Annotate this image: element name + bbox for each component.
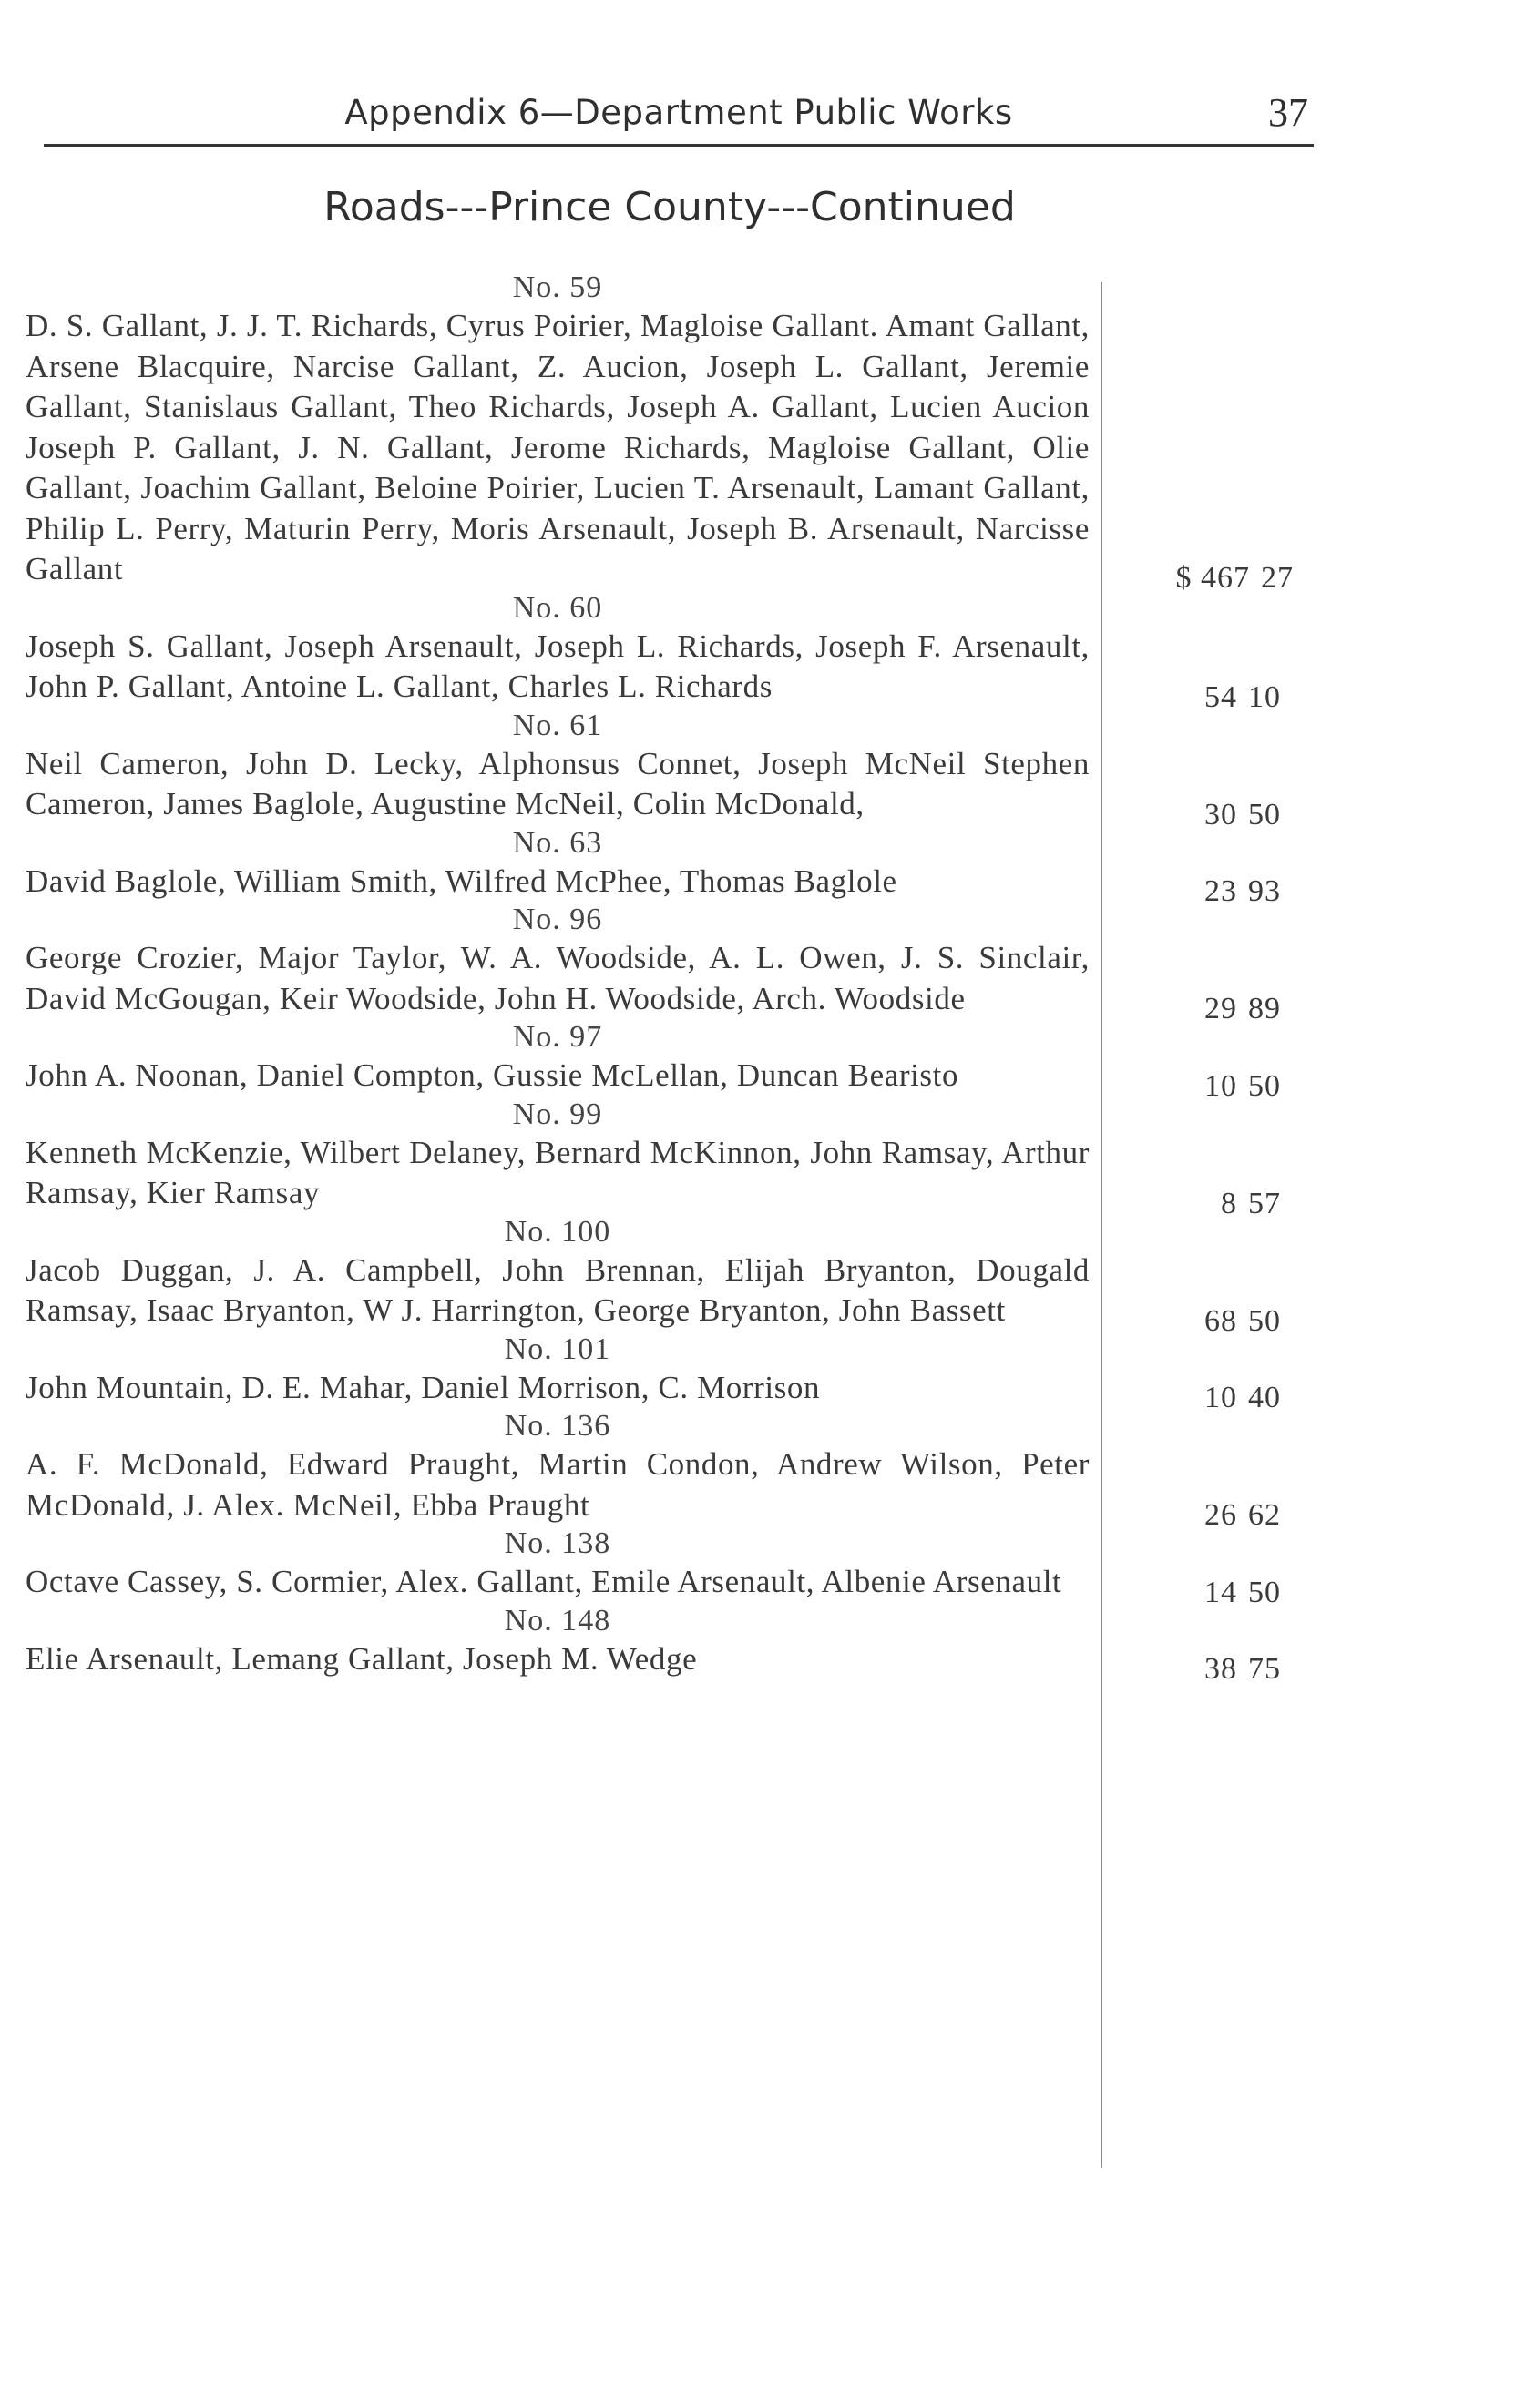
amount-dollars: 14	[1204, 1575, 1237, 1609]
worker-names: D. S. Gallant, J. J. T. Richards, Cyrus Poirier, Magloise Gallant. Amant Gallant, Arsene Blacquire, Narcise Gallant, Z. Aucion, Joseph L. Gallant, Jeremie Gallant, Stanislaus Gallant, Theo Richards, Joseph A. Gallant, Lucien Aucion Joseph P. Gallant, J. N. Gallant, Jerome Richards, Magloise Gallant, Olie Gallant, Joachim Gallant, Beloine Poirier, Lucien T. Arsenault, Lamant Gallant, Philip L. Perry, Maturin Perry, Moris Arsenault, Joseph B. Arsenault, Narcisse Gallant	[26, 308, 1090, 587]
amount-dollars: 26	[1204, 1498, 1237, 1532]
amount-dollars: 10	[1204, 1068, 1237, 1103]
worker-names: Jacob Duggan, J. A. Campbell, John Brennan, Elijah Bryanton, Dougald Ramsay, Isaac Bryanton, W J. Harrington, George Bryanton, John Bassett	[26, 1251, 1090, 1328]
road-entry-60	[26, 590, 1281, 714]
entry-amount	[1164, 874, 1281, 909]
road-number: No. 99	[512, 1097, 603, 1131]
road-number: No. 63	[512, 825, 603, 860]
road-entry-101	[26, 1332, 1281, 1414]
worker-names: Elie Arsenault, Lemang Gallant, Joseph M. Wedge	[26, 1640, 698, 1677]
entry-amount	[1164, 1381, 1281, 1415]
header-rule	[44, 144, 1314, 147]
entry-amount	[1164, 561, 1294, 596]
amount-cents: 50	[1248, 1068, 1281, 1103]
amount-dollars: $ 467	[1175, 560, 1250, 595]
roads-entry-list	[26, 270, 1294, 1686]
entry-amount	[1164, 1069, 1281, 1104]
entry-amount	[1164, 1576, 1281, 1610]
road-number: No. 60	[512, 590, 603, 625]
amount-dollars: 8	[1221, 1186, 1237, 1220]
road-entry-100	[26, 1214, 1281, 1338]
amount-cents: 57	[1248, 1186, 1281, 1220]
road-entry-97	[26, 1019, 1281, 1103]
entry-amount	[1164, 798, 1281, 832]
worker-names: John Mountain, D. E. Mahar, Daniel Morrison, C. Morrison	[26, 1369, 821, 1405]
worker-names: George Crozier, Major Taylor, W. A. Woodside, A. L. Owen, J. S. Sinclair, David McGougan, Keir Woodside, John H. Woodside, Arch. Woodside	[26, 940, 1090, 1016]
amount-dollars: 68	[1204, 1303, 1237, 1338]
amount-cents: 62	[1248, 1498, 1281, 1532]
road-number: No. 59	[512, 270, 603, 304]
amount-cents: 10	[1248, 679, 1281, 714]
amount-cents: 50	[1248, 797, 1281, 832]
worker-names: Neil Cameron, John D. Lecky, Alphonsus Connet, Joseph McNeil Stephen Cameron, James Baglole, Augustine McNeil, Colin McDonald,	[26, 745, 1090, 821]
page-header	[44, 87, 1314, 146]
road-number: No. 138	[504, 1526, 611, 1560]
road-number: No. 148	[504, 1603, 611, 1638]
worker-names: Joseph S. Gallant, Joseph Arsenault, Joseph L. Richards, Joseph F. Arsenault, John P. Gallant, Antoine L. Gallant, Charles L. Richards	[26, 628, 1090, 704]
road-entry-96	[26, 902, 1281, 1025]
road-number: No. 96	[512, 903, 603, 936]
entry-amount	[1164, 1304, 1281, 1339]
amount-dollars: 54	[1204, 679, 1237, 714]
road-number: No. 61	[512, 708, 603, 742]
amount-dollars: 10	[1204, 1381, 1237, 1414]
amount-cents: 75	[1248, 1652, 1281, 1686]
page-number: 37	[1268, 90, 1308, 135]
road-entry-99	[26, 1097, 1281, 1220]
amount-dollars: 23	[1204, 874, 1237, 908]
road-entry-136	[26, 1408, 1281, 1532]
amount-cents: 50	[1248, 1575, 1281, 1609]
amount-cents: 93	[1248, 874, 1281, 908]
amount-dollars: 29	[1204, 992, 1237, 1025]
section-title: Roads---Prince County---Continued	[323, 184, 1016, 230]
running-head-title: Appendix 6—Department Public Works	[344, 93, 1013, 132]
worker-names: Kenneth McKenzie, Wilbert Delaney, Bernard McKinnon, John Ramsay, Arthur Ramsay, Kier Ramsay	[26, 1134, 1090, 1210]
amount-dollars: 38	[1204, 1652, 1237, 1686]
road-number: No. 100	[504, 1214, 611, 1249]
entry-amount	[1164, 680, 1281, 715]
entry-amount	[1164, 1652, 1281, 1687]
amount-cents: 50	[1248, 1303, 1281, 1338]
road-number: No. 136	[504, 1409, 611, 1443]
amount-cents: 27	[1261, 560, 1294, 595]
amount-column-rule	[1101, 282, 1102, 2168]
entry-amount	[1164, 1187, 1281, 1221]
road-entry-148	[26, 1603, 1281, 1686]
road-entry-59	[26, 270, 1294, 595]
worker-names: A. F. McDonald, Edward Praught, Martin Condon, Andrew Wilson, Peter McDonald, J. Alex. McNeil, Ebba Praught	[26, 1446, 1090, 1523]
worker-names: Octave Cassey, S. Cormier, Alex. Gallant, Emile Arsenault, Albenie Arsenault	[26, 1564, 1062, 1599]
entry-amount	[1164, 1498, 1281, 1533]
road-entry-61	[26, 708, 1281, 832]
road-entry-138	[26, 1525, 1281, 1609]
amount-dollars: 30	[1204, 797, 1237, 832]
amount-cents: 89	[1248, 992, 1281, 1025]
road-number: No. 97	[512, 1020, 603, 1054]
road-number: No. 101	[504, 1332, 611, 1366]
worker-names: John A. Noonan, Daniel Compton, Gussie McLellan, Duncan Bearisto	[26, 1057, 959, 1093]
amount-cents: 40	[1248, 1381, 1281, 1414]
worker-names: David Baglole, William Smith, Wilfred McPhee, Thomas Baglole	[26, 862, 897, 899]
entry-amount	[1164, 992, 1281, 1026]
road-entry-63	[26, 825, 1281, 908]
